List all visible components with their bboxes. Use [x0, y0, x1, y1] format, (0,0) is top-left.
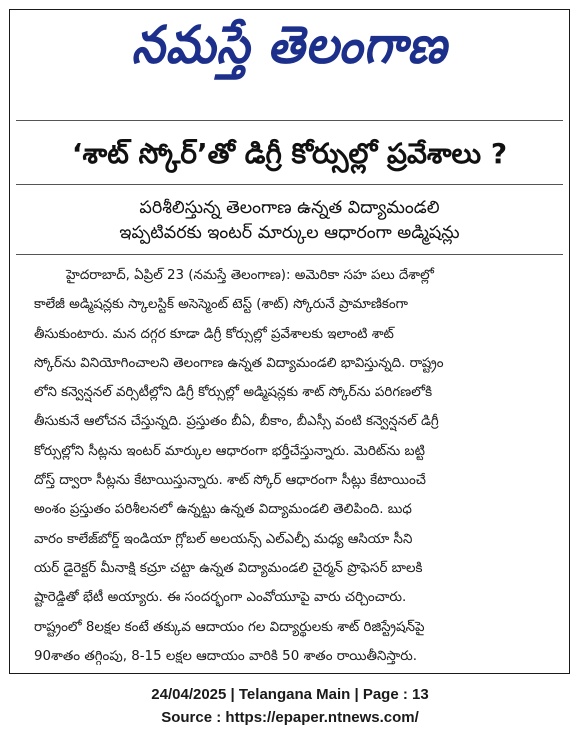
body-line: ష్టారెడ్డితో భేటీ అయ్యారు. ఈ సందర్భంగా ఎంవోయూపై వారు చర్చించారు.: [34, 590, 407, 606]
footer-date-line: 24/04/2025 | Telangana Main | Page : 13: [151, 686, 429, 703]
article-subheadline: [10, 196, 569, 246]
clipping-frame: [9, 9, 570, 674]
body-line: హైదరాబాద్, ఏప్రిల్ 23 (నమస్తే తెలంగాణ): అమెరికా సహ పలు దేశాల్లో: [66, 268, 434, 283]
body-line: యర్ డైరెక్టర్ మీనాక్షి కచ్రూ చట్టా ఉన్నత విద్యామండలి చైర్మన్ ప్రొఫెసర్ బాలకి: [34, 560, 423, 576]
body-line: కాలేజీ అడ్మిషన్లకు స్కాలస్టిక్ అసెస్మెంట్ టెస్ట్ (శాట్) స్కోరునే ప్రామాణికంగా: [34, 297, 409, 313]
body-line: లోని కన్వెన్షనల్ వర్సిటీల్లోని డిగ్రీ కోర్సుల్లో అడ్మిషన్లకు శాట్ స్కోర్‌ను పరిగణలోకి: [34, 385, 433, 401]
body-line: తీసుకుంటారు. మన దగ్గర కూడా డిగ్రీ కోర్సుల్లో ప్రవేశాలకు ఇలాంటి శాట్: [34, 326, 394, 342]
subheadline-line: పరిశీలిస్తున్న తెలంగాణ ఉన్నత విద్యామండలి: [139, 198, 440, 218]
body-line: రాష్ట్రంలో 8లక్షల కంటే తక్కువ ఆదాయం గల విద్యార్థులకు శాట్ రిజిస్ట్రేషన్‌పై: [34, 619, 425, 635]
body-line: అంశం ప్రస్తుతం పరిశీలనలో ఉన్నట్టు ఉన్నత విద్యామండలి తెలిపింది. బుధ: [34, 502, 412, 518]
divider: [16, 254, 563, 255]
footer-source-line: Source : https://epaper.ntnews.com/: [161, 709, 419, 726]
body-line: స్కోర్‌ను వినియోగించాలని తెలంగాణ ఉన్నత విద్యామండలి భావిస్తున్నది. రాష్ట్రం: [34, 355, 444, 371]
article-body: [34, 261, 555, 671]
subheadline-line: ఇప్పటివరకు ఇంటర్ మార్కుల ఆధారంగా అడ్మిషన్లు: [119, 223, 460, 243]
body-line: వారం కాలేజ్‌బోర్డ్ ఇండియా గ్లోబల్ అలయన్స్ ఎల్ఎల్పీ మధ్య ఆసియా సీని: [34, 531, 413, 547]
body-line: దోస్త్ ద్వారా సీట్లను కేటాయిస్తున్నారు. శాట్ స్కోర్ ఆధారంగా సీట్లు కేటాయించే: [34, 473, 426, 489]
article-headline: ‘శాట్ స్కోర్’తో డిగ్రీ కోర్సుల్లో ప్రవేశాలు ?: [71, 137, 508, 170]
body-line: తీసుకునే ఆలోచన చేస్తున్నది. ప్రస్తుతం బీఏ, బీకాం, బీఎస్సీ వంటి కన్వెన్షనల్ డిగ్రీ: [34, 414, 439, 430]
source-footer: [0, 683, 580, 729]
body-line: 90శాతం తగ్గింపు, 8-15 లక్షల ఆదాయం వారికి 50 శాతం రాయితీనిస్తారు.: [34, 648, 418, 664]
divider: [16, 184, 563, 185]
body-line: కోర్సుల్లోని సీట్లను ఇంటర్ మార్కుల ఆధారంగా భర్తీచేస్తున్నారు. మెరిట్‌ను బట్టి: [34, 443, 425, 459]
divider: [16, 120, 563, 121]
newspaper-masthead: నమస్తే తెలంగాణ: [131, 15, 448, 76]
